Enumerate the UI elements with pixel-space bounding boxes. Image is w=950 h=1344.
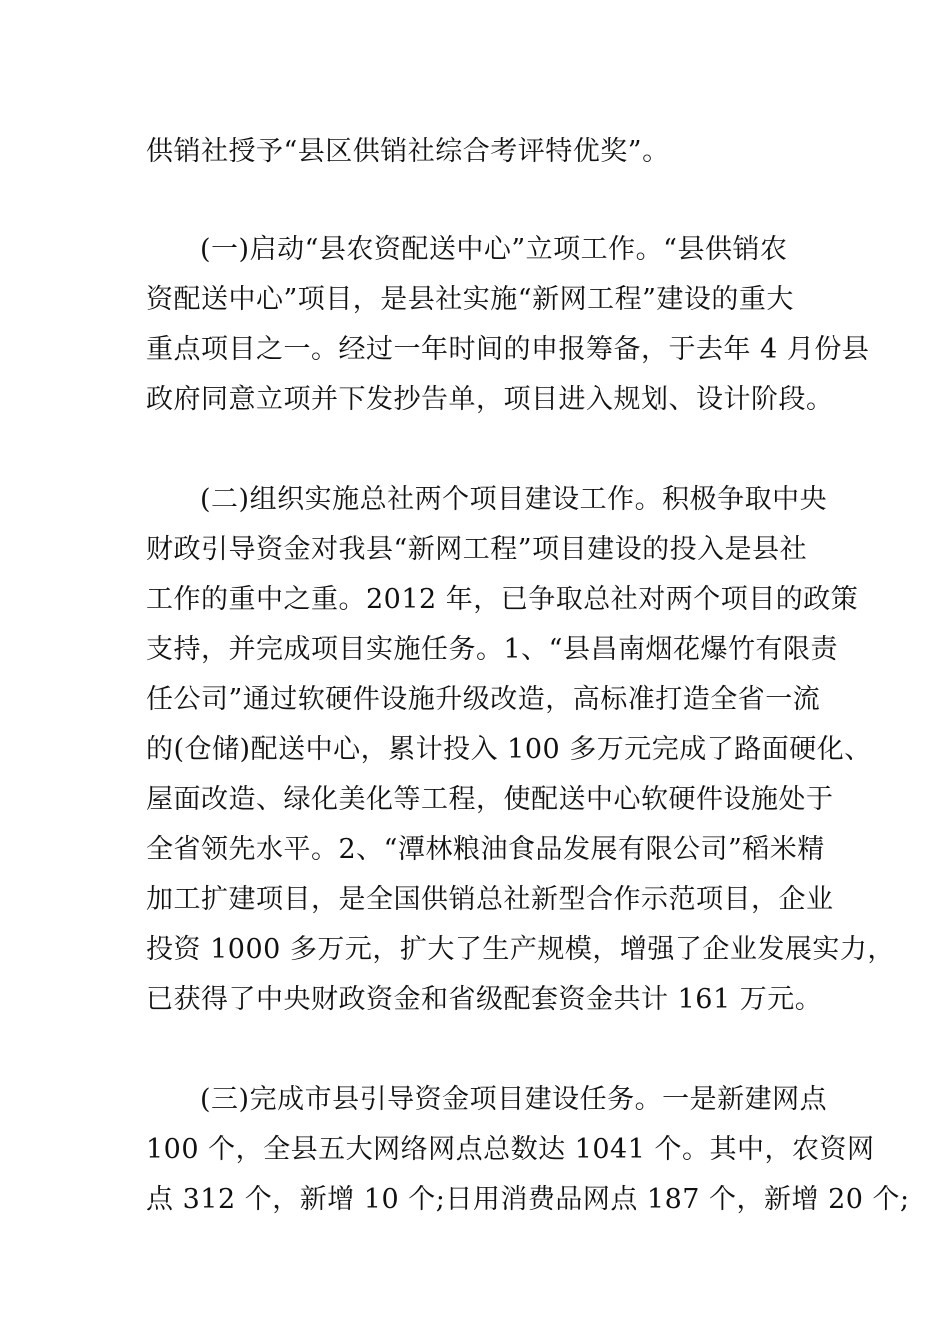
section-heading-line: (二)组织实施总社两个项目建设工作。积极争取中央	[200, 484, 828, 515]
paragraph-line: 政府同意立项并下发抄告单，项目进入规划、设计阶段。	[146, 384, 834, 415]
paragraph-line: 供销社授予“县区供销社综合考评特优奖”。	[146, 136, 670, 167]
paragraph-line: 加工扩建项目，是全国供销总社新型合作示范项目，企业	[146, 884, 834, 915]
section-heading-line: (三)完成市县引导资金项目建设任务。一是新建网点	[200, 1084, 828, 1115]
paragraph-line: 已获得了中央财政资金和省级配套资金共计 161 万元。	[146, 984, 823, 1015]
paragraph-line: 全省领先水平。2、“潭林粮油食品发展有限公司”稻米精	[146, 834, 825, 865]
paragraph-line: 财政引导资金对我县“新网工程”项目建设的投入是县社	[146, 534, 808, 565]
section-heading-line: (一)启动“县农资配送中心”立项工作。“县供销农	[200, 234, 788, 265]
paragraph-line: 支持，并完成项目实施任务。1、“县昌南烟花爆竹有限责	[146, 634, 838, 665]
paragraph-line: 资配送中心”项目，是县社实施“新网工程”建设的重大	[146, 284, 794, 315]
paragraph-line: 屋面改造、绿化美化等工程，使配送中心软硬件设施处于	[146, 784, 834, 815]
paragraph-line: 100 个，全县五大网络网点总数达 1041 个。其中，农资网	[146, 1134, 875, 1165]
paragraph-line: 重点项目之一。经过一年时间的申报筹备，于去年 4 月份县	[146, 334, 870, 365]
paragraph-line: 点 312 个，新增 10 个;日用消费品网点 187 个，新增 20 个;	[146, 1184, 910, 1215]
paragraph-line: 任公司”通过软硬件设施升级改造，高标准打造全省一流	[146, 684, 821, 715]
paragraph-line: 工作的重中之重。2012 年，已争取总社对两个项目的政策	[146, 584, 859, 615]
paragraph-line: 投资 1000 多万元，扩大了生产规模，增强了企业发展实力，	[146, 934, 895, 965]
paragraph-line: 的(仓储)配送中心，累计投入 100 多万元完成了路面硬化、	[146, 734, 872, 765]
